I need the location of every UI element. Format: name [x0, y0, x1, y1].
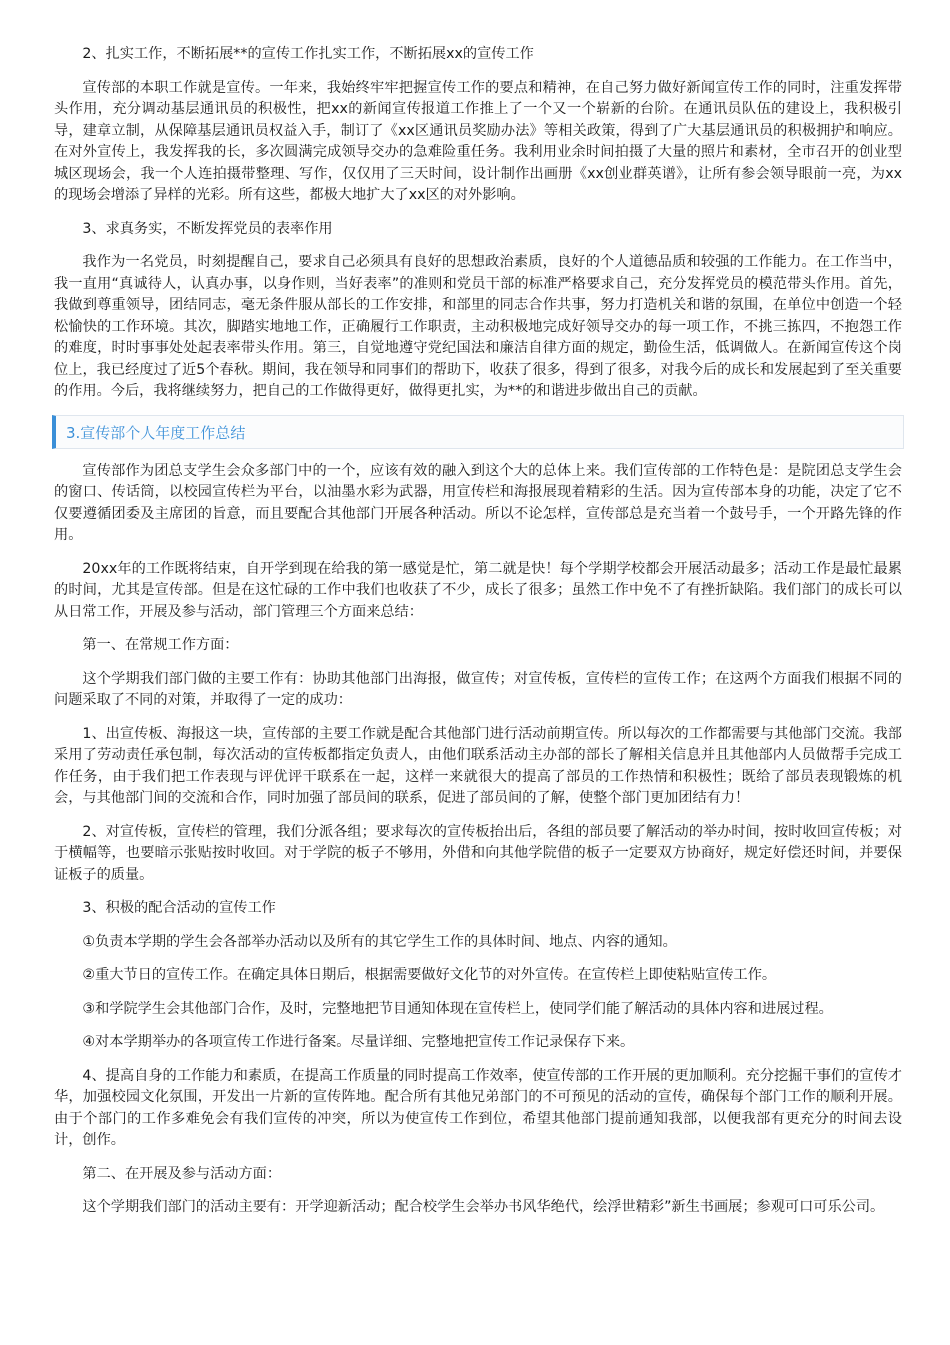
point-heading-3: 3、求真务实，不断发挥党员的表率作用	[82, 220, 333, 237]
paragraph: 1、出宣传板、海报这一块，宣传部的主要工作就是配合其他部门进行活动前期宣传。所以每次的工作都需要与其他部门交流。我部采用了劳动责任承包制，每次活动的宣传板都指定负责人，由他们联系活动主办部的部长了解相关信息并且其他部内人员做帮手完成工作任务，由于我们把工作表现与评优评干联系在一起，这样一来就很大的提高了部员的工作热情和积极性；既给了部员表现锻炼的机会，与其他部门间的交流和合作，同时加强了部员间的联系，促进了部员间的了解，使整个部门更加团结有力！	[54, 725, 902, 806]
paragraph: 这个学期我们部门的活动主要有：开学迎新活动；配合校学生会举办书风华绝代，绘浮世精彩”新生书画展；参观可口可乐公司。	[82, 1199, 885, 1215]
paragraph: 这个学期我们部门做的主要工作有：协助其他部门出海报，做宣传；对宣传板，宣传栏的宣传工作；在这两个方面我们根据不同的问题采取了不同的对策，并取得了一定的成功：	[54, 670, 902, 708]
list-item: ①负责本学期的学生会各部举办活动以及所有的其它学生工作的具体时间、地点、内容的通知。	[82, 933, 677, 950]
paragraph: 我作为一名党员，时刻提醒自己，要求自己必须具有良好的思想政治素质，良好的个人道德品质和较强的工作能力。在工作当中，我一直用“真诚待人，认真办事，以身作则，当好表率”的准则和党员干部的标准严格要求自己，充分发挥党员的模范带头作用。首先，我做到尊重领导，团结同志，毫无条件服从部长的工作安排，和部里的同志合作共事，努力打造机关和谐的氛围，在单位中创造一个轻松愉快的工作环境。其次，脚踏实地地工作，正确履行工作职责，主动积极地完成好领导交办的每一项工作，不挑三拣四，不抱怨工作的难度，时时事事处处起表率带头作用。第三，自觉地遵守党纪国法和廉洁自律方面的规定，勤俭生活，低调做人。在新闻宣传这个岗位上，我已经度过了近5个春秋。期间，我在领导和同事们的帮助下，收获了很多，得到了很多，对我今后的成长和发展起到了至关重要的作用。今后，我将继续努力，把自己的工作做得更好，做得更扎实，为**的和谐进步做出自己的贡献。	[54, 254, 902, 399]
list-item: ③和学院学生会其他部门合作，及时，完整地把节目通知体现在宣传栏上，使同学们能了解活动的具体内容和进展过程。	[82, 1000, 833, 1017]
paragraph: 2、对宣传板，宣传栏的管理，我们分派各组；要求每次的宣传板抬出后，各组的部员要了解活动的举办时间，按时收回宣传板；对于横幅等，也要暗示张贴按时收回。对于学院的板子不够用，外借和向其他学院借的板子一定要双方协商好，规定好偿还时间，并要保证板子的质量。	[54, 823, 902, 883]
paragraph: 20xx年的工作既将结束，自开学到现在给我的第一感觉是忙，第二就是快！每个学期学校都会开展活动最多；活动工作是最忙最累的时间，尤其是宣传部。但是在这忙碌的工作中我们也收获了不少，成长了很多；虽然工作中免不了有挫折缺陷。我们部门的成长可以从日常工作，开展及参与活动，部门管理三个方面来总结：	[54, 560, 902, 620]
point-heading-2: 2、扎实工作，不断拓展**的宣传工作扎实工作，不断拓展xx的宣传工作	[82, 46, 534, 62]
paragraph: 宣传部的本职工作就是宣传。一年来，我始终牢牢把握宣传工作的要点和精神，在自己努力做好新闻宣传工作的同时，注重发挥带头作用，充分调动基层通讯员的积极性，把xx的新闻宣传报道工作推上了一个又一个崭新的台阶。在通讯员队伍的建设上，我积极引导，建章立制，从保障基层通讯员权益入手，制订了《xx区通讯员奖励办法》等相关政策，得到了广大基层通讯员的积极拥护和响应。在对外宣传上，我发挥我的长，多次圆满完成领导交办的急难险重任务。我利用业余时间拍摄了大量的照片和素材，全市召开的创业型城区现场会，我一个人连拍摄带整理、写作，仅仅用了三天时间，设计制作出画册《xx创业群英谱》，让所有参会领导眼前一亮，为xx的现场会增添了异样的光彩。所有这些，都极大地扩大了xx区的对外影响。	[54, 79, 902, 203]
point-heading-activity: 3、积极的配合活动的宣传工作	[82, 900, 276, 916]
section-title: 3.宣传部个人年度工作总结	[52, 415, 904, 449]
list-item: ④对本学期举办的各项宣传工作进行备案。尽量详细、完整地把宣传工作记录保存下来。	[82, 1034, 635, 1050]
subheading-activities: 第二、在开展及参与活动方面：	[82, 1165, 282, 1182]
list-item: ②重大节日的宣传工作。在确定具体日期后，根据需要做好文化节的对外宣传。在宣传栏上即使粘贴宣传工作。	[82, 967, 777, 983]
paragraph: 4、提高自身的工作能力和素质，在提高工作质量的同时提高工作效率，使宣传部的工作开展的更加顺利。充分挖掘干事们的宣传才华，加强校园文化氛围，开发出一片新的宣传阵地。配合所有其他兄弟部门的不可预见的活动的宣传，确保每个部门工作的顺利开展。由于个部门的工作多难免会有我们宣传的冲突，所以为使宣传工作到位，希望其他部门提前通知我部，以便我部有更充分的时间去设计，创作。	[54, 1067, 902, 1148]
paragraph: 宣传部作为团总支学生会众多部门中的一个，应该有效的融入到这个大的总体上来。我们宣传部的工作特色是：是院团总支学生会的窗口、传话筒，以校园宣传栏为平台，以油墨水彩为武器，用宣传栏和海报展现着精彩的生活。因为宣传部本身的功能，决定了它不仅要遵循团委及主席团的旨意，而且要配合其他部门开展各种活动。所以不论怎样，宣传部总是充当着一个鼓号手，一个开路先锋的作用。	[54, 462, 902, 543]
subheading-routine-work: 第一、在常规工作方面：	[82, 637, 239, 653]
